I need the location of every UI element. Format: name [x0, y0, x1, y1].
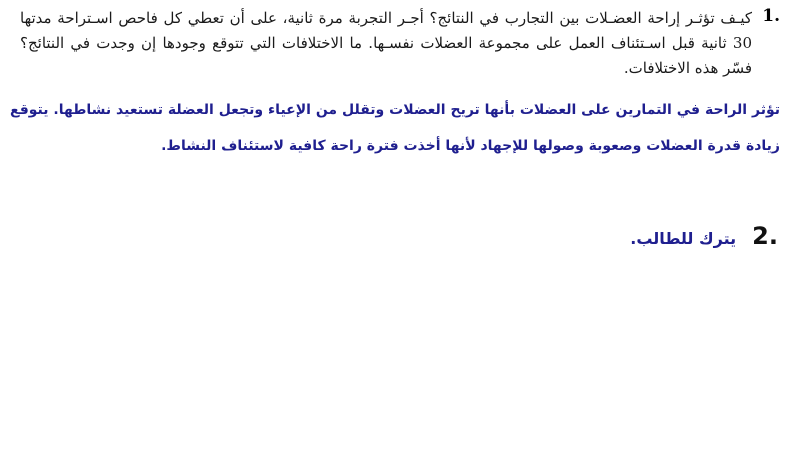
question-1-text: كيـف تؤثـر إراحة العضـلات بين التجارب في النتائج؟ أجـر التجربة مرة ثانية، على أن تعطي كل فاحص اسـتراحة مدتها 30 ثانية قبل اسـتئناف العمل على مجموعة العضلات نفسـها. ما الاختلافات التي تتوقع وجودها إن وجدت في النتائج؟ فسّر هذه الاختلافات.: [20, 9, 752, 77]
answer-1-text: تؤثر الراحة في التمارين على العضلات بأنها تريح العضلات وتقلل من الإعياء وتجعل العضلة تستعيد نشاطها. يتوقع زيادة قدرة العضلات وصعوبة وصولها للإجهاد لأنها أخذت فترة راحة كافية لاستئناف النشاط.: [10, 102, 780, 154]
question-2-number: 2.: [752, 222, 778, 250]
question-2-text: يترك للطالب.: [630, 229, 737, 248]
question-2: [630, 222, 778, 250]
question-1: [20, 6, 780, 81]
question-1-number: 1.: [762, 6, 780, 26]
